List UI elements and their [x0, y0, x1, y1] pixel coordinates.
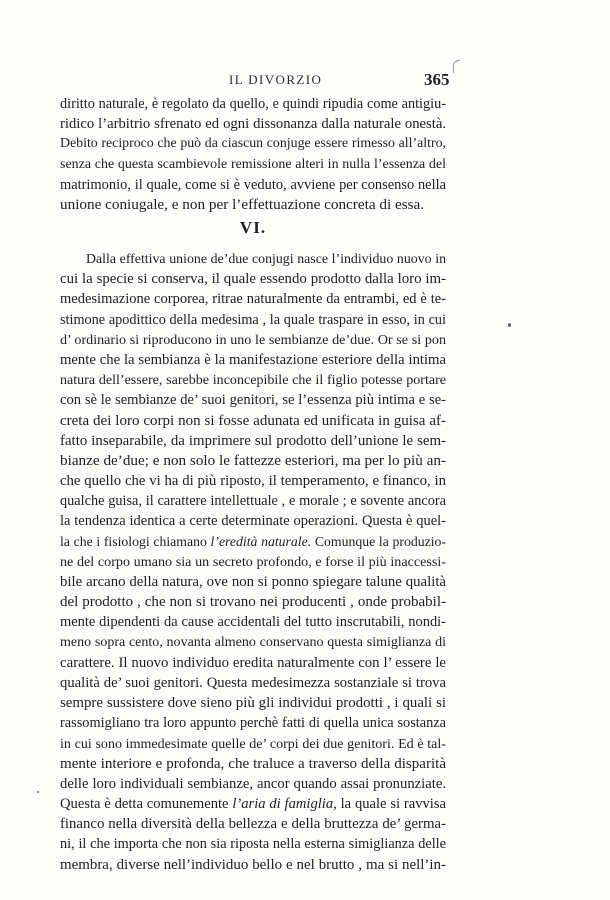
- text-segment: bianze de’due; e non solo le fattezze esteriori, ma per lo più an-: [60, 451, 446, 469]
- italic-term: l’eredità naturale.: [210, 533, 312, 549]
- text-line: [60, 431, 446, 451]
- text-segment: rassomigliano tra loro appunto perchè fatti di quella unica sostanza: [60, 715, 446, 732]
- text-line: [60, 653, 446, 673]
- text-line: [60, 330, 446, 350]
- text-segment: carattere. Il nuovo individuo eredita naturalmente con l’ essere le: [60, 654, 446, 671]
- text-segment: medesimazione corporea, ritrae naturalmente da entrambi, ed è te-: [60, 291, 446, 308]
- text-segment: mente interiore e profonda, che traluce a traverso della disparità: [60, 755, 446, 772]
- text-line: [60, 350, 446, 370]
- text-line: [60, 511, 446, 531]
- text-segment: ni, il che importa che non sia riposta nella esterna simiglianza delle: [60, 836, 446, 853]
- italic-term: l’aria di famiglia,: [232, 796, 337, 813]
- running-title: IL DIVORZIO: [229, 72, 323, 87]
- text-segment: Comunque la produzio-: [311, 533, 446, 549]
- text-line: [60, 370, 446, 390]
- text-line: [60, 269, 446, 289]
- text-line: [60, 532, 446, 552]
- text-segment: financo nella diversità della bellezza e della bruttezza de’ germa-: [60, 816, 446, 833]
- text-segment: d’ ordinario si riproducono in uno le sembianze de’due. Or se si pon: [60, 331, 446, 348]
- text-line: [60, 411, 446, 431]
- text-line: diritto naturale, è regolato da quello, e quindi ripudia come antigiu-: [60, 96, 446, 112]
- text-segment: meno sopra cento, novanta almeno conservano questa simiglianza di: [60, 634, 446, 650]
- text-segment: che quello che vi ha di più riposto, il temperamento, e financo, in: [60, 473, 446, 490]
- text-segment: ne del corpo umano sia un secreto profondo, e forse il più inaccessi-: [60, 553, 446, 570]
- page-number: 365: [424, 70, 450, 89]
- text-line: [60, 572, 446, 592]
- text-segment: Questa è detta comunemente: [60, 796, 233, 813]
- text-segment: mente che la sembianza è la manifestazione esteriore della intima: [60, 351, 446, 368]
- text-line: [60, 633, 446, 653]
- text-segment: Dalla effettiva unione de’due conjugi nasce l’individuo nuovo in: [86, 251, 446, 266]
- text-line: [60, 249, 446, 269]
- text-segment: fatto inseparabile, da imprimere sul prodotto dell’unione le sem-: [60, 432, 446, 449]
- text-segment: sempre sussistere dove sieno più gli individui prodotti , i quali si: [60, 695, 446, 712]
- text-segment: delle loro individuali sembianze, ancor quando assai pronunziate.: [60, 775, 446, 792]
- text-line: [60, 754, 446, 774]
- text-line: [60, 310, 446, 330]
- text-segment: la tendenza identica a certe determinate operazioni. Questa è quel-: [60, 513, 446, 530]
- paper-speck: [508, 323, 511, 327]
- text-segment: stimone apodittico della medesima , la quale traspare in esso, in cui: [60, 311, 446, 328]
- text-line: [60, 734, 446, 754]
- text-segment: creta dei loro corpi non si fosse adunata ed unificata in guisa af-: [60, 412, 446, 429]
- text-line: [60, 855, 446, 875]
- paper-speck: [37, 791, 39, 793]
- text-line: [60, 289, 446, 309]
- text-line: [60, 451, 446, 471]
- text-segment: qualità de’ suoi genitori. Questa medesimezza sostanziale si trova: [60, 674, 446, 691]
- text-segment: bile arcano della natura, ove non si ponno spiegare talune qualità: [60, 574, 446, 590]
- section-heading: VI.: [239, 218, 267, 237]
- text-segment: qualche guisa, il carattere intellettuale , e morale ; e sovente ancora: [60, 493, 446, 510]
- text-line: [60, 774, 446, 794]
- text-line: Debito reciproco che può da ciascun conjuge essere rimesso all’altro,: [60, 136, 446, 152]
- text-line: [60, 794, 446, 814]
- text-line: senza che questa scambievole remissione alteri in nulla l’essenza del: [60, 156, 446, 172]
- text-line: [60, 592, 446, 612]
- text-line: [60, 390, 446, 410]
- text-segment: la quale si ravvisa: [336, 796, 446, 813]
- text-segment: la che i fisiologi chiamano: [60, 533, 211, 549]
- text-segment: in cui sono immedesimate quelle de’ corpi dei due genitori. Ed è tal-: [60, 735, 446, 752]
- margin-ink-mark: [453, 60, 460, 73]
- text-line: [60, 713, 446, 733]
- text-line: unione coniugale, e non per l’effettuazione concreta di essa.: [60, 195, 425, 213]
- text-line: [60, 612, 446, 632]
- paragraph-continuation: [60, 94, 446, 215]
- text-line: [60, 834, 446, 854]
- text-segment: membra, diverse nell’individuo bello e nel brutto , ma si nell’in-: [60, 856, 446, 873]
- text-segment: del prodotto , che non si trovano nei producenti , onde probabil-: [60, 594, 446, 611]
- text-line: [60, 693, 446, 713]
- text-line: ridico l’arbitrio sfrenato ed ogni dissonanza dalla naturale onestà.: [60, 116, 446, 133]
- text-line: matrimonio, il quale, come si è veduto, avviene per consenso nella: [60, 176, 446, 193]
- paragraph-main: [60, 249, 446, 875]
- text-segment: mente dipendenti da cause accidentali del tutto inscrutabili, nondi-: [60, 614, 446, 631]
- text-line: [60, 814, 446, 834]
- text-segment: cui la specie si conserva, il quale essendo prodotto dalla loro im-: [60, 271, 446, 288]
- text-segment: natura dell’essere, sarebbe inconcepibile che il figlio potesse portare: [60, 372, 446, 389]
- text-line: [60, 673, 446, 693]
- text-line: [60, 552, 446, 572]
- text-line: [60, 471, 446, 491]
- text-segment: con sè le sembianze de’ suoi genitori, se l’essenza più intima e se-: [60, 392, 446, 409]
- text-line: [60, 491, 446, 511]
